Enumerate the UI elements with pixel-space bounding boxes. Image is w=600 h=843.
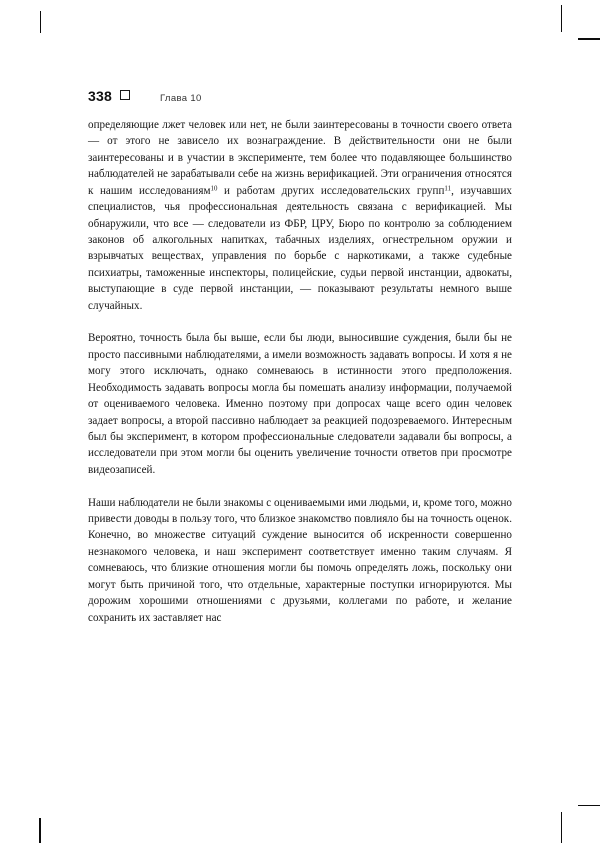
paragraph-1 — [88, 117, 512, 314]
paragraph-2: Вероятно, точность была бы выше, если бы люди, выносившие суждения, были бы не просто пассивными наблюдателями, а имели возможность задавать вопросы. И хотя я не могу этого исключать, однако сомневаюсь в истинности этого предположения. Необходимость задавать вопросы могла бы помешать анализу информации, получаемой от оцениваемого человека. Именно поэтому при допросах чаще всего один человек задает вопросы, а второй пассивно наблюдает за реакцией подозреваемого. Интересным был бы эксперимент, в котором профессиональные следователи задавали бы вопросы, а исследователи при этом могли бы оценить увеличение точности ответов при просмотре видеозаписей. — [88, 332, 512, 476]
paragraph-1-segment-c: , изучавших специалистов, чья профессиональная деятельность связана с верификацией. Мы обнаружили, что все — следователи из ФБР, ЦРУ, Бюро по контролю за соблюдением законов об алкогольных напитках, табачных изделиях, огнестрельном оружии и взрывчатых веществах, управления по борьбе с наркотиками, а также судебные психиатры, таможенные инспекторы, полицейские, судьи первой инстанции, адвокаты, выступающие в суде первой инстанции, — показывают результаты немного выше случайных. — [88, 184, 512, 312]
crop-mark-top-right-horizontal — [578, 38, 600, 40]
footnote-ref-11[interactable]: 11 — [444, 185, 452, 193]
crop-mark-bottom-left — [39, 818, 41, 843]
running-head — [88, 88, 512, 108]
chapter-label: Глава 10 — [159, 93, 202, 104]
crop-mark-top-left — [40, 11, 42, 33]
crop-mark-bottom-right — [561, 812, 563, 843]
footnote-ref-10[interactable]: 10 — [210, 185, 218, 193]
paragraph-1-segment-b: и работам других исследовательских групп — [217, 184, 445, 197]
page-number: 338 — [88, 88, 112, 104]
body-text — [88, 117, 512, 626]
crop-mark-bottom-right-horizontal — [578, 805, 600, 807]
paragraph-1-segment-a: определяющие лжет человек или нет, не были заинтересованы в точности своего ответа — от этого не зависело их вознаграждение. В действительности они не были заинтересованы и в участии в эксперименте, тем более что подавляющее большинство наблюдателей не зарабатывали себе на жизнь верификацией. Эти ограничения относятся к нашим исследованиям — [88, 119, 512, 197]
paragraph-3: Наши наблюдатели не были знакомы с оцениваемыми ими людьми, и, кроме того, можно привести доводы в пользу того, что близкое знакомство повлияло бы на точность оценок. Конечно, во множестве ситуаций суждение выносится об искренности совершенно незнакомого человека, и наш эксперимент соответствует именно таким случаям. Я сомневаюсь, что близкие отношения могли бы помочь определять ложь, поскольку они могут быть причиной того, что отдельные, характерные поступки игнорируются. Мы дорожим хорошими отношениями с друзьями, коллегами по работе, и желание сохранить их заставляет нас — [88, 496, 512, 624]
crop-mark-top-right — [561, 5, 563, 32]
square-outline-icon — [120, 90, 130, 100]
